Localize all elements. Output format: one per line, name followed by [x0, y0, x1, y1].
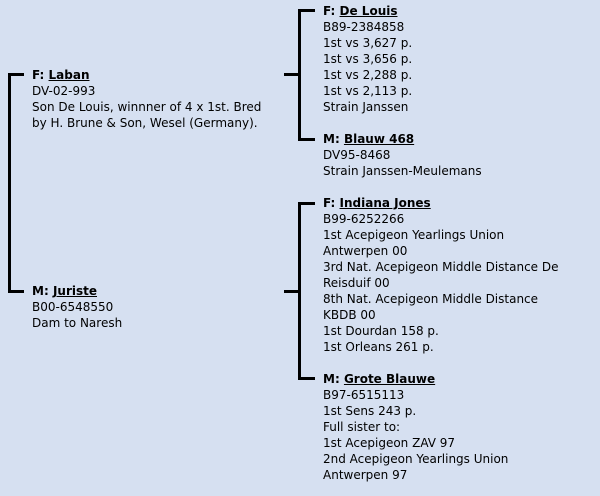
sire-dam-line: DV95-8468 — [323, 148, 391, 162]
sire-name-row — [32, 67, 261, 83]
bracket-lower-bottom-tick — [298, 377, 315, 380]
sire-line: DV-02-993 — [32, 84, 96, 98]
sire-sire-line: B89-2384858 — [323, 20, 405, 34]
sire-sire-line: 1st vs 2,288 p. — [323, 68, 413, 82]
sire-dam-prefix: M: — [323, 132, 340, 146]
bracket-upper-top-tick — [298, 9, 315, 12]
sire-dam-line: Strain Janssen-Meulemans — [323, 164, 482, 178]
dam-line: B00-6548550 — [32, 300, 114, 314]
dam-sire-name-row — [323, 195, 559, 211]
sire-dam-name-link[interactable]: Blauw 468 — [343, 132, 415, 146]
sire-prefix: F: — [32, 68, 45, 82]
dam-sire-entry — [323, 195, 559, 355]
bracket-lower-vertical — [298, 202, 301, 380]
sire-line: by H. Brune & Son, Wesel (Germany). — [32, 116, 258, 130]
dam-name-link[interactable]: Juriste — [52, 284, 97, 298]
sire-sire-name-row — [323, 3, 412, 19]
dam-dam-name-row — [323, 371, 508, 387]
dam-dam-line: B97-6515113 — [323, 388, 405, 402]
sire-sire-line: Strain Janssen — [323, 100, 409, 114]
dam-sire-line: 1st Orleans 261 p. — [323, 340, 434, 354]
bracket-left-vertical — [8, 73, 11, 293]
dam-dam-line: 2nd Acepigeon Yearlings Union — [323, 452, 509, 466]
sire-name-link[interactable]: Laban — [48, 68, 90, 82]
dam-dam-name-link[interactable]: Grote Blauwe — [343, 372, 436, 386]
dam-dam-line: Antwerpen 97 — [323, 468, 408, 482]
dam-sire-prefix: F: — [323, 196, 336, 210]
dam-dam-line: 1st Acepigeon ZAV 97 — [323, 436, 456, 450]
bracket-upper-bottom-tick — [298, 138, 315, 141]
dam-dam-prefix: M: — [323, 372, 340, 386]
bracket-lower-top-tick — [298, 202, 315, 205]
sire-sire-entry — [323, 3, 412, 115]
sire-sire-prefix: F: — [323, 4, 336, 18]
dam-entry — [32, 283, 122, 331]
dam-prefix: M: — [32, 284, 49, 298]
dam-dam-line: Full sister to: — [323, 420, 401, 434]
dam-sire-line: Antwerpen 00 — [323, 244, 408, 258]
sire-dam-name-row — [323, 131, 482, 147]
sire-dam-entry — [323, 131, 482, 179]
sire-sire-line: 1st vs 3,627 p. — [323, 36, 413, 50]
dam-sire-line: Reisduif 00 — [323, 276, 390, 290]
sire-entry — [32, 67, 261, 131]
bracket-left-bottom-tick — [8, 290, 24, 293]
dam-sire-line: 3rd Nat. Acepigeon Middle Distance De — [323, 260, 559, 274]
dam-dam-line: 1st Sens 243 p. — [323, 404, 417, 418]
sire-line: Son De Louis, winnner of 4 x 1st. Bred — [32, 100, 262, 114]
dam-sire-line: KBDB 00 — [323, 308, 376, 322]
bracket-upper-vertical — [298, 9, 301, 141]
dam-sire-line: B99-6252266 — [323, 212, 405, 226]
dam-sire-line: 1st Dourdan 158 p. — [323, 324, 439, 338]
dam-sire-line: 8th Nat. Acepigeon Middle Distance — [323, 292, 539, 306]
sire-sire-name-link[interactable]: De Louis — [339, 4, 398, 18]
dam-line: Dam to Naresh — [32, 316, 123, 330]
dam-sire-name-link[interactable]: Indiana Jones — [339, 196, 431, 210]
dam-name-row — [32, 283, 122, 299]
bracket-left-top-tick — [8, 73, 24, 76]
dam-dam-entry — [323, 371, 508, 483]
sire-sire-line: 1st vs 3,656 p. — [323, 52, 413, 66]
sire-sire-line: 1st vs 2,113 p. — [323, 84, 413, 98]
dam-sire-line: 1st Acepigeon Yearlings Union — [323, 228, 505, 242]
